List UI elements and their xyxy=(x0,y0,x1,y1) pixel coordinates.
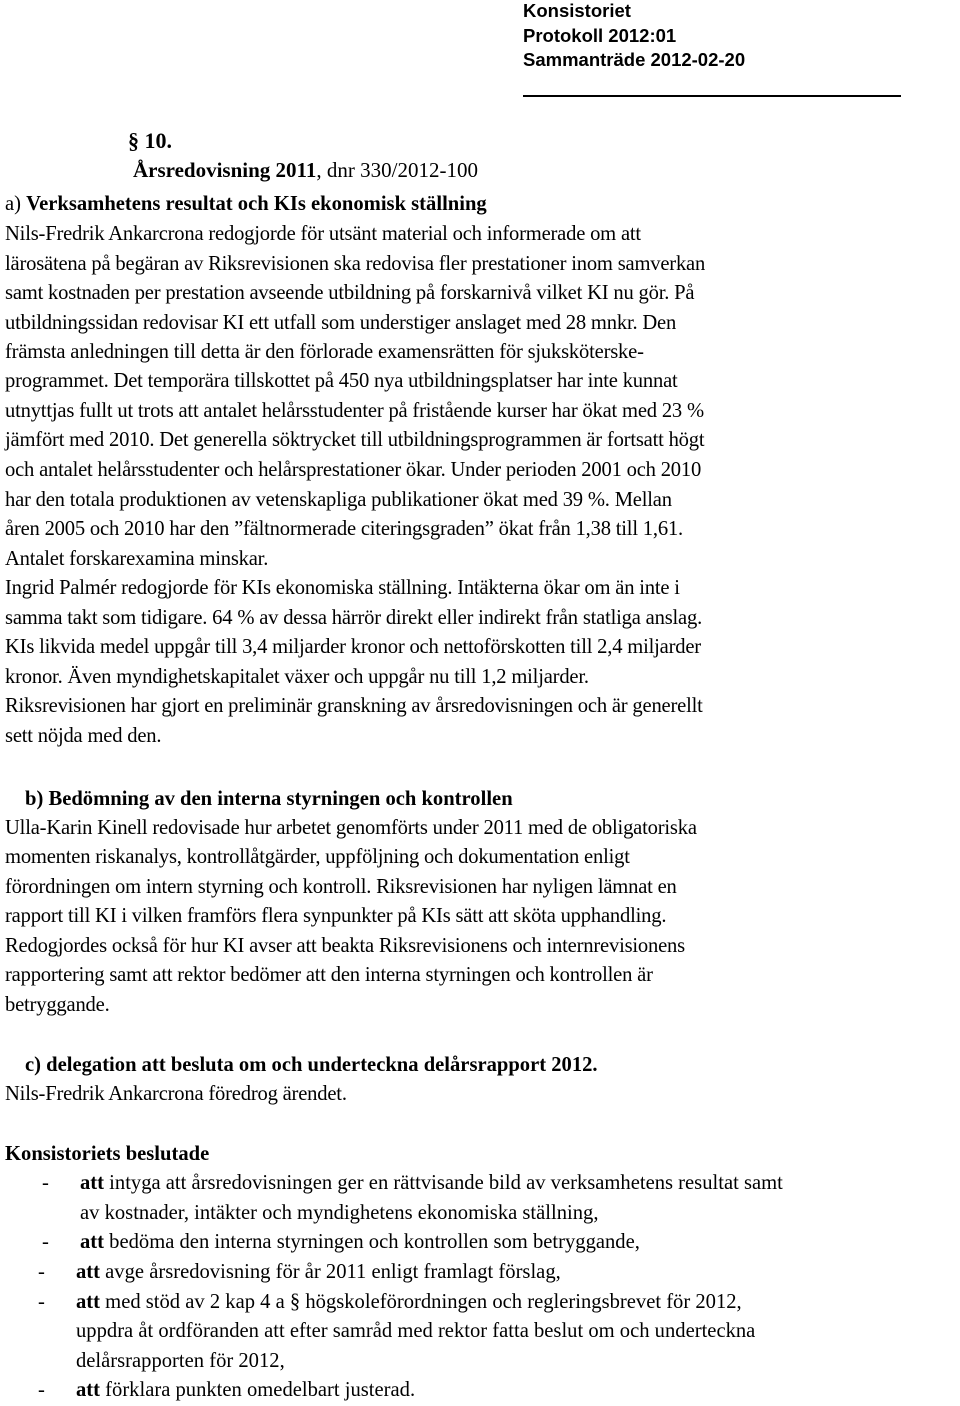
paragraph-line: kronor. Även myndighetskapitalet växer och uppgår nu till 1,2 miljarder. xyxy=(5,666,589,688)
header-rule xyxy=(523,95,901,97)
paragraph-line: Ulla-Karin Kinell redovisade hur arbetet genomförts under 2011 med de obligatoriska xyxy=(5,817,697,839)
list-item-continuation: uppdra åt ordföranden att efter samråd med rektor fatta beslut om och underteckna xyxy=(76,1320,756,1342)
list-item-continuation: av kostnader, intäkter och myndighetens ekonomiska ställning, xyxy=(80,1202,599,1224)
section-title-bold: Årsredovisning 2011 xyxy=(133,158,317,182)
paragraph-line: lärosätena på begäran av Riksrevisionen ska redovisa fler prestationer inom samverkan xyxy=(5,253,706,275)
paragraph-line: samt kostnaden per prestation avseende utbildning på forskarnivå vilket KI nu gör. På xyxy=(5,282,695,304)
part-c-heading: c) delegation att besluta om och underteckna delårsrapport 2012. xyxy=(25,1054,598,1076)
list-dash: - xyxy=(42,1172,49,1194)
part-a-heading xyxy=(5,190,487,220)
att-keyword: att xyxy=(76,1261,101,1283)
list-item xyxy=(76,1288,742,1318)
list-dash: - xyxy=(38,1379,45,1401)
paragraph-line: åren 2005 och 2010 har den ”fältnormerade citeringsgraden” ökat från 1,38 till 1,61. xyxy=(5,518,683,540)
paragraph-line: programmet. Det temporära tillskottet på 450 nya utbildningsplatser har inte kunnat xyxy=(5,370,678,392)
list-item xyxy=(80,1169,783,1199)
list-item-text: förklara punkten omedelbart justerad. xyxy=(105,1379,416,1401)
paragraph-line: utnyttjas fullt ut trots att antalet helårsstudenter på fristående kurser har ökat med 23 % xyxy=(5,400,704,422)
part-b-heading: b) Bedömning av den interna styrningen och kontrollen xyxy=(25,788,513,810)
section-title-rest: , dnr 330/2012-100 xyxy=(316,158,478,182)
paragraph-line: har den totala produktionen av vetenskapliga publikationer ökat med 39 %. Mellan xyxy=(5,489,672,511)
att-keyword: att xyxy=(80,1231,105,1253)
paragraph-line: rapportering samt att rektor bedömer att den interna styrningen och kontrollen är xyxy=(5,964,653,986)
part-a-heading-text: Verksamhetens resultat och KIs ekonomisk ställning xyxy=(26,193,487,215)
paragraph-line: KIs likvida medel uppgår till 3,4 miljarder kronor och nettoförskotten till 2,4 miljarder xyxy=(5,636,701,658)
header-protocol: Protokoll 2012:01 xyxy=(523,25,677,46)
list-dash: - xyxy=(42,1231,49,1253)
header-meeting-date: Sammanträde 2012-02-20 xyxy=(523,49,746,70)
att-keyword: att xyxy=(76,1379,101,1401)
paragraph-line: rapport till KI i vilken framförs flera synpunkter på KIs sätt att sköta upphandling. xyxy=(5,905,667,927)
paragraph-line: Ingrid Palmér redogjorde för KIs ekonomiska ställning. Intäkterna ökar om än inte i xyxy=(5,577,680,599)
list-item-text: intyga att årsredovisningen ger en rättvisande bild av verksamhetens resultat samt xyxy=(109,1172,783,1194)
paragraph-line: samma takt som tidigare. 64 % av dessa härrör direkt eller indirekt från statliga anslag. xyxy=(5,607,703,629)
paragraph-line: Nils-Fredrik Ankarcrona redogjorde för utsänt material och informerade om att xyxy=(5,223,641,245)
part-c-line: Nils-Fredrik Ankarcrona föredrog ärendet. xyxy=(5,1083,347,1105)
list-item-text: med stöd av 2 kap 4 a § högskoleförordningen och regleringsbrevet för 2012, xyxy=(105,1291,742,1313)
list-item xyxy=(76,1376,415,1406)
decision-heading: Konsistoriets beslutade xyxy=(5,1143,210,1165)
paragraph-line: Riksrevisionen har gjort en preliminär granskning av årsredovisningen och är generellt xyxy=(5,695,703,717)
paragraph-line: främsta anledningen till detta är den förlorade examensrätten för sjuksköterske- xyxy=(5,341,644,363)
list-item xyxy=(76,1258,561,1288)
att-keyword: att xyxy=(80,1172,105,1194)
paragraph-line: betryggande. xyxy=(5,994,110,1016)
paragraph-line: förordningen om intern styrning och kontroll. Riksrevisionen har nyligen lämnat en xyxy=(5,876,677,898)
part-a-prefix: a) xyxy=(5,193,27,215)
section-number: § 10. xyxy=(128,128,172,153)
paragraph-line: utbildningssidan redovisar KI ett utfall som understiger anslaget med 28 mnkr. Den xyxy=(5,312,677,334)
header-org: Konsistoriet xyxy=(523,0,631,21)
list-dash: - xyxy=(38,1261,45,1283)
paragraph-line: och antalet helårsstudenter och helårsprestationer ökar. Under perioden 2001 och 2010 xyxy=(5,459,702,481)
paragraph-line: Antalet forskarexamina minskar. xyxy=(5,548,269,570)
paragraph-line: momenten riskanalys, kontrollåtgärder, uppföljning och dokumentation enligt xyxy=(5,846,630,868)
paragraph-line: Redogjordes också för hur KI avser att beakta Riksrevisionens och internrevisionens xyxy=(5,935,685,957)
list-item-text: avge årsredovisning för år 2011 enligt framlagt förslag, xyxy=(105,1261,561,1283)
att-keyword: att xyxy=(76,1291,101,1313)
list-dash: - xyxy=(38,1291,45,1313)
paragraph-line: jämfört med 2010. Det generella söktrycket till utbildningsprogrammen är fortsatt högt xyxy=(5,429,705,451)
section-title xyxy=(133,158,478,183)
list-item-text: bedöma den interna styrningen och kontrollen som betryggande, xyxy=(109,1231,640,1253)
list-item-continuation: delårsrapporten för 2012, xyxy=(76,1350,285,1372)
paragraph-line: sett nöjda med den. xyxy=(5,725,162,747)
list-item xyxy=(80,1228,640,1258)
